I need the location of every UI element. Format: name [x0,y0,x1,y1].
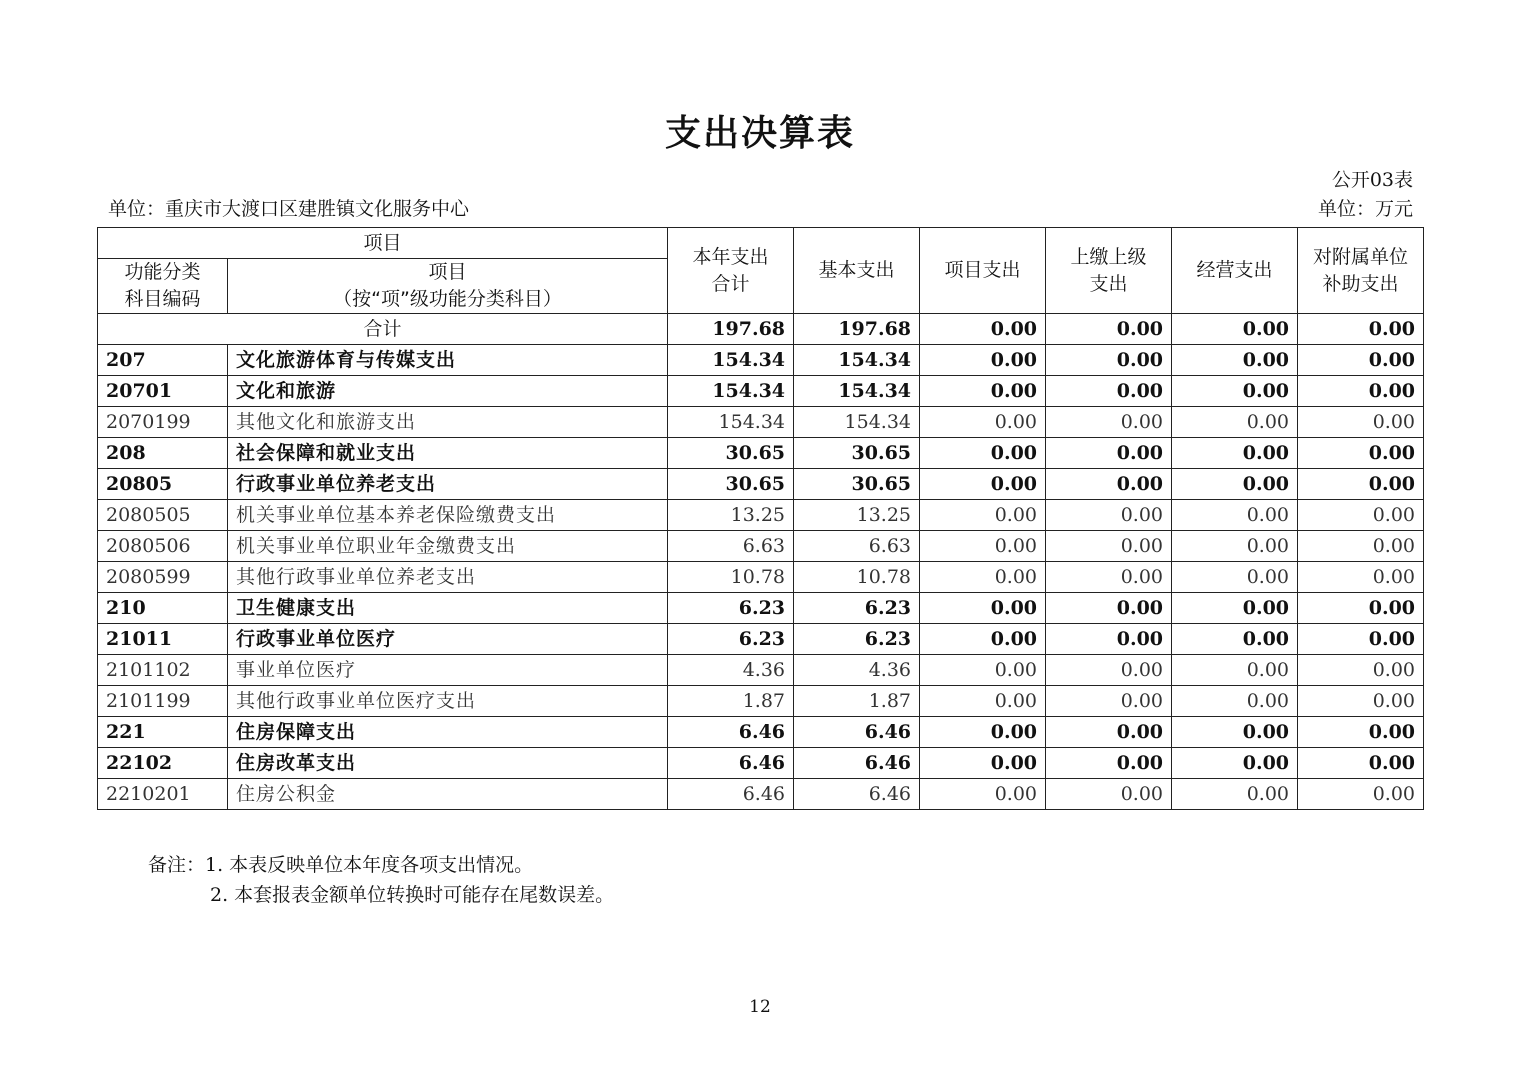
business-cell: 0.00 [1172,407,1298,438]
total-cell: 1.87 [668,686,794,717]
upper-cell: 0.00 [1046,531,1172,562]
subject-name-cell: 其他行政事业单位养老支出 [228,562,668,593]
business-cell: 0.00 [1172,438,1298,469]
basic-cell: 6.23 [794,624,920,655]
upper-cell: 0.00 [1046,345,1172,376]
subject-name-cell: 文化旅游体育与传媒支出 [228,345,668,376]
business-cell: 0.00 [1172,531,1298,562]
subsidy-cell: 0.00 [1298,500,1424,531]
subsidy-cell: 0.00 [1298,314,1424,345]
upper-cell: 0.00 [1046,500,1172,531]
reporting-unit: 单位：重庆市大渡口区建胜镇文化服务中心 [108,198,470,220]
page-number: 12 [749,997,771,1017]
basic-cell: 30.65 [794,469,920,500]
subject-code-cell: 221 [98,717,228,748]
business-cell: 0.00 [1172,593,1298,624]
table-row [98,655,1424,686]
table-row [98,500,1424,531]
header-business: 经营支出 [1172,228,1298,314]
subsidy-cell: 0.00 [1298,686,1424,717]
basic-cell: 13.25 [794,500,920,531]
header-item-group: 项目 [98,228,668,259]
total-cell: 154.34 [668,345,794,376]
project-cell: 0.00 [920,593,1046,624]
business-cell: 0.00 [1172,686,1298,717]
project-cell: 0.00 [920,438,1046,469]
table-row [98,624,1424,655]
project-cell: 0.00 [920,779,1046,810]
subject-code-cell: 210 [98,593,228,624]
notes [148,850,614,910]
upper-cell: 0.00 [1046,686,1172,717]
project-cell: 0.00 [920,655,1046,686]
table-row [98,438,1424,469]
subject-code-cell: 22102 [98,748,228,779]
project-cell: 0.00 [920,500,1046,531]
table-row [98,748,1424,779]
subsidy-cell: 0.00 [1298,469,1424,500]
project-cell: 0.00 [920,686,1046,717]
header-name: 项目 （按“项”级功能分类科目） [228,259,668,314]
total-cell: 6.46 [668,717,794,748]
subject-name-cell: 文化和旅游 [228,376,668,407]
upper-cell: 0.00 [1046,593,1172,624]
project-cell: 0.00 [920,376,1046,407]
business-cell: 0.00 [1172,376,1298,407]
subject-name-cell: 卫生健康支出 [228,593,668,624]
table-row [98,469,1424,500]
report-title: 支出决算表 [664,113,855,154]
note-line-1: 备注：1. 本表反映单位本年度各项支出情况。 [148,854,534,876]
table-row [98,531,1424,562]
project-cell: 0.00 [920,345,1046,376]
basic-cell: 1.87 [794,686,920,717]
business-cell: 0.00 [1172,500,1298,531]
subject-code-cell: 20701 [98,376,228,407]
business-cell: 0.00 [1172,469,1298,500]
table-row [98,562,1424,593]
business-cell: 0.00 [1172,345,1298,376]
subsidy-cell: 0.00 [1298,624,1424,655]
business-cell: 0.00 [1172,779,1298,810]
table-row [98,345,1424,376]
form-number: 公开03表 [1331,169,1413,191]
subsidy-cell: 0.00 [1298,438,1424,469]
header-project: 项目支出 [920,228,1046,314]
header-total: 本年支出 合计 [668,228,794,314]
subject-name-cell: 行政事业单位医疗 [228,624,668,655]
subject-name-cell: 事业单位医疗 [228,655,668,686]
subject-name-cell: 社会保障和就业支出 [228,438,668,469]
header-subsidy: 对附属单位 补助支出 [1298,228,1424,314]
subject-name-cell: 机关事业单位基本养老保险缴费支出 [228,500,668,531]
basic-cell: 197.68 [794,314,920,345]
upper-cell: 0.00 [1046,717,1172,748]
total-cell: 4.36 [668,655,794,686]
subject-code-cell: 208 [98,438,228,469]
project-cell: 0.00 [920,314,1046,345]
basic-cell: 6.46 [794,779,920,810]
table-row [98,593,1424,624]
basic-cell: 6.46 [794,748,920,779]
project-cell: 0.00 [920,531,1046,562]
subject-name-cell: 住房保障支出 [228,717,668,748]
upper-cell: 0.00 [1046,624,1172,655]
business-cell: 0.00 [1172,562,1298,593]
subject-name-cell: 行政事业单位养老支出 [228,469,668,500]
business-cell: 0.00 [1172,624,1298,655]
subject-code-cell: 2101199 [98,686,228,717]
project-cell: 0.00 [920,407,1046,438]
business-cell: 0.00 [1172,717,1298,748]
project-cell: 0.00 [920,748,1046,779]
total-cell: 13.25 [668,500,794,531]
subject-code-cell: 207 [98,345,228,376]
subject-name-cell: 其他文化和旅游支出 [228,407,668,438]
total-cell: 154.34 [668,407,794,438]
subject-name-cell: 机关事业单位职业年金缴费支出 [228,531,668,562]
subsidy-cell: 0.00 [1298,562,1424,593]
subject-code-cell: 2070199 [98,407,228,438]
subject-code-cell: 2080599 [98,562,228,593]
upper-cell: 0.00 [1046,655,1172,686]
subsidy-cell: 0.00 [1298,376,1424,407]
subsidy-cell: 0.00 [1298,779,1424,810]
currency-unit: 单位：万元 [1317,198,1413,220]
subject-code-cell: 2101102 [98,655,228,686]
upper-cell: 0.00 [1046,314,1172,345]
subject-code-cell: 21011 [98,624,228,655]
upper-cell: 0.00 [1046,469,1172,500]
total-cell: 6.23 [668,593,794,624]
subject-code-cell: 2080505 [98,500,228,531]
subject-code-cell: 2080506 [98,531,228,562]
upper-cell: 0.00 [1046,438,1172,469]
basic-cell: 6.63 [794,531,920,562]
table-row [98,407,1424,438]
upper-cell: 0.00 [1046,562,1172,593]
upper-cell: 0.00 [1046,779,1172,810]
basic-cell: 154.34 [794,345,920,376]
basic-cell: 4.36 [794,655,920,686]
basic-cell: 6.46 [794,717,920,748]
header-upper: 上缴上级 支出 [1046,228,1172,314]
table-row [98,686,1424,717]
table-row [98,779,1424,810]
table-row [98,717,1424,748]
subject-code-cell: 20805 [98,469,228,500]
business-cell: 0.00 [1172,748,1298,779]
upper-cell: 0.00 [1046,748,1172,779]
basic-cell: 154.34 [794,376,920,407]
header-code: 功能分类 科目编码 [98,259,228,314]
project-cell: 0.00 [920,624,1046,655]
subsidy-cell: 0.00 [1298,407,1424,438]
total-row [98,314,1424,345]
total-cell: 30.65 [668,469,794,500]
total-cell: 30.65 [668,438,794,469]
table-row [98,376,1424,407]
project-cell: 0.00 [920,717,1046,748]
upper-cell: 0.00 [1046,407,1172,438]
project-cell: 0.00 [920,469,1046,500]
header-basic: 基本支出 [794,228,920,314]
total-cell: 197.68 [668,314,794,345]
basic-cell: 6.23 [794,593,920,624]
business-cell: 0.00 [1172,655,1298,686]
total-cell: 10.78 [668,562,794,593]
upper-cell: 0.00 [1046,376,1172,407]
subject-name-cell: 住房公积金 [228,779,668,810]
subsidy-cell: 0.00 [1298,345,1424,376]
total-cell: 6.46 [668,779,794,810]
business-cell: 0.00 [1172,314,1298,345]
total-cell: 6.23 [668,624,794,655]
basic-cell: 154.34 [794,407,920,438]
subject-name-cell: 其他行政事业单位医疗支出 [228,686,668,717]
total-cell: 154.34 [668,376,794,407]
basic-cell: 10.78 [794,562,920,593]
subject-code-cell: 2210201 [98,779,228,810]
total-label: 合计 [98,314,668,345]
subject-name-cell: 住房改革支出 [228,748,668,779]
subsidy-cell: 0.00 [1298,531,1424,562]
subsidy-cell: 0.00 [1298,748,1424,779]
expenditure-table [97,227,1424,810]
note-line-2: 2. 本套报表金额单位转换时可能存在尾数误差。 [210,884,615,906]
subsidy-cell: 0.00 [1298,655,1424,686]
total-cell: 6.63 [668,531,794,562]
project-cell: 0.00 [920,562,1046,593]
subsidy-cell: 0.00 [1298,593,1424,624]
basic-cell: 30.65 [794,438,920,469]
subsidy-cell: 0.00 [1298,717,1424,748]
total-cell: 6.46 [668,748,794,779]
